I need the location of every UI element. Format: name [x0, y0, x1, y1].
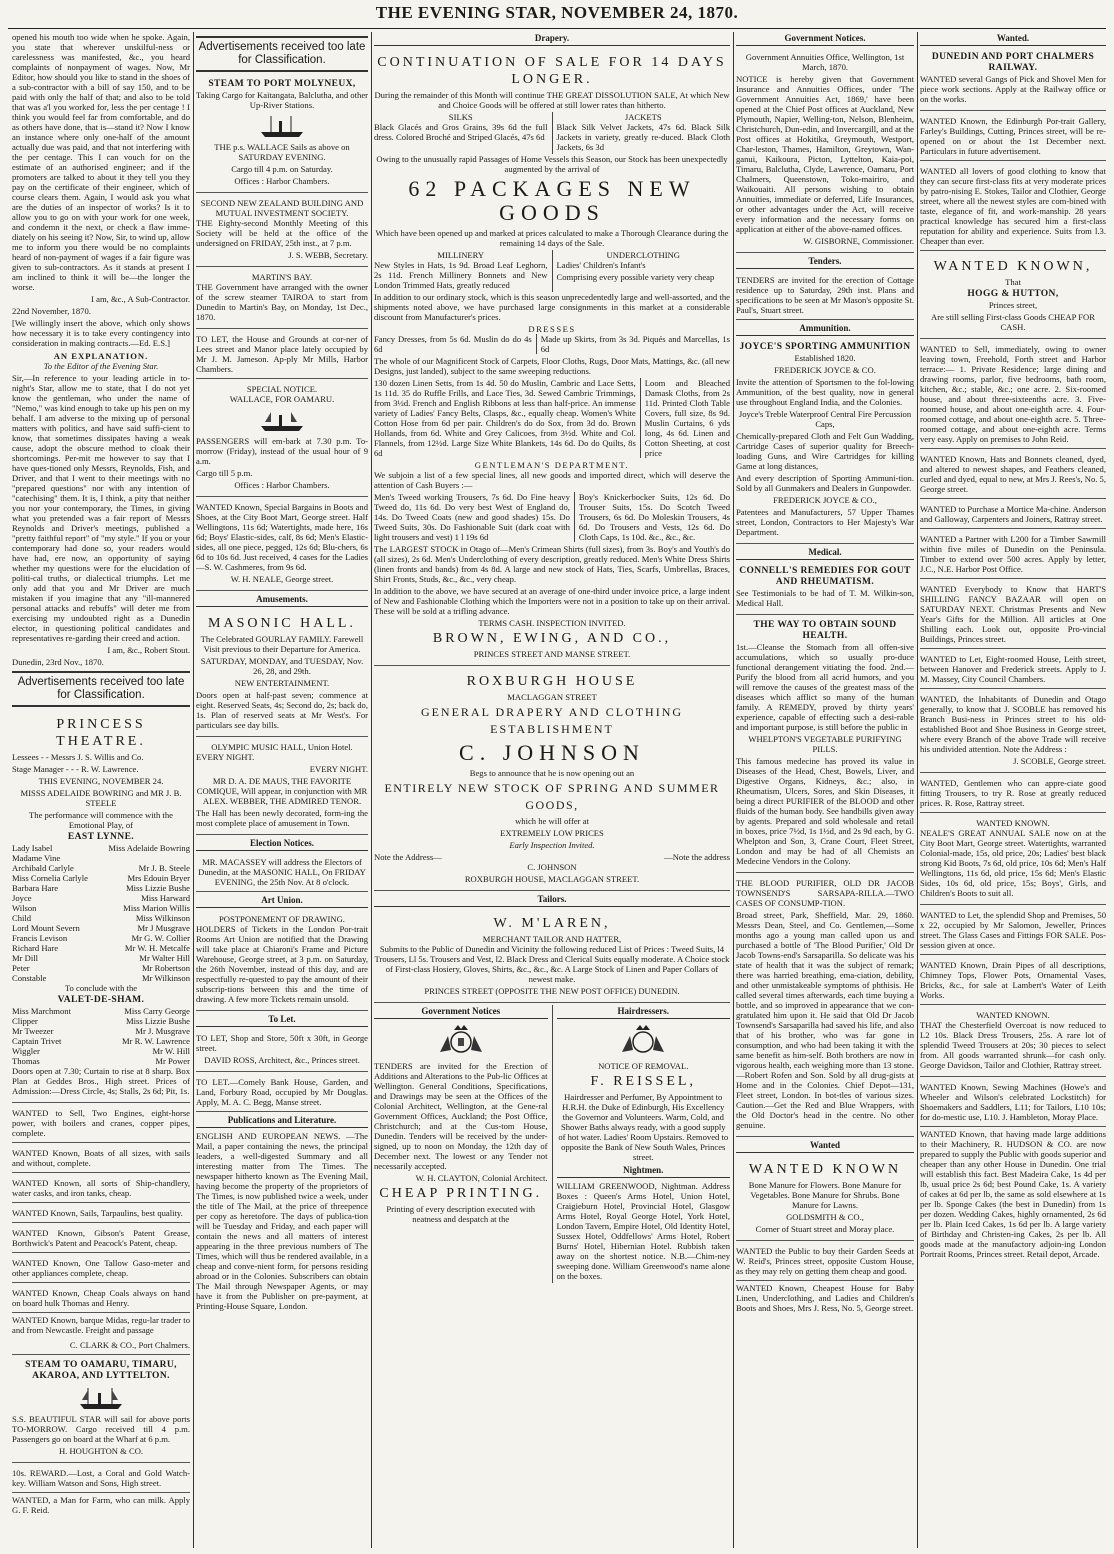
drapery-heading: Drapery. — [374, 32, 730, 46]
goldsmith-name: GOLDSMITH & CO., — [786, 1212, 864, 1222]
packages-body: Which have been opened up and marked at prices calculated to make a Thorough Clearance during the remaining 14 days of the Sale. — [375, 228, 729, 248]
garden-seeds-ad: WANTED the Public to buy their Garden Seeds at W. Reid's, Princes street, opposite Custom House, as they may rely on getting them cheap and good. — [736, 1243, 914, 1281]
column-3 — [374, 32, 730, 1548]
mclaren-ad — [374, 910, 730, 1003]
gents-left: Men's Tweed working Trousers, 7s 6d. Do Fine heavy Tweed do, 11s 6d. Do very best West of England do, 14s. Do Tweed Coats (new and good shades) 15s. Do Tweed Suits, 30s. Do Fashionable Suit (dark coat with light trousers and vest) 1 l 19s 6d — [374, 492, 570, 542]
way-title: THE WAY TO OBTAIN SOUND HEALTH. — [753, 620, 897, 641]
splendid-shop-ad: WANTED to Let, the splendid Shop and Premises, 50 x 22, occupied by Mr Salomon, Jeweller, Princes street. The Glass Cases and Fittings FOR SALE. Pos-session given at once. — [920, 907, 1106, 955]
under-mid: Ladies' Children's Infant's — [556, 260, 646, 270]
explanation-to: To the Editor of the Evening Star. — [43, 361, 159, 371]
martin-title: MARTIN'S BAY. — [251, 272, 313, 282]
wanted-ad: WANTED Known, all sorts of Ship-chandlery, water casks, and iron tanks, cheap. — [12, 1175, 190, 1203]
column-rule — [917, 32, 918, 1548]
explanation-title: AN EXPLANATION. — [53, 351, 149, 361]
terms: TERMS CASH. INSPECTION INVITED. — [478, 618, 626, 628]
cast-row: Miss Marchmont Miss Carry George — [12, 1006, 190, 1016]
roxburgh-house-ad — [374, 668, 730, 891]
comely-bank-ad: TO LET.—Comely Bank House, Garden, and Land, Forbury Road, occupied by Mr Douglas. Apply, M. A. C. Begg, Manse street. — [196, 1074, 368, 1112]
sale-intro: During the remainder of this Month will continue THE GREAT DISSOLUTION SALE, At which New and Choice Goods will be offered at still lower rates than hitherto. — [374, 90, 730, 110]
nightmen-heading: Nightmen. — [557, 1164, 731, 1178]
dissolution-sale-ad — [374, 49, 730, 666]
wanted-ad: WANTED Known, One Tallow Gaso-meter and other appliances complete, cheap. — [12, 1255, 190, 1283]
steam-oamaru-ad — [12, 1357, 190, 1463]
hogg-that: That — [1005, 277, 1021, 287]
tenders-heading: Tenders. — [736, 255, 914, 269]
bazaar-ad: WANTED Everybody to Know that HART'S SHILLING FANCY BAZAAR will open on SATURDAY NEXT. Christmas Presents and New Year's Gifts for the Million. All articles at One Shilling each. Look out, opposite Pro-vincial Buildings, Princes street. — [920, 581, 1106, 649]
brown-ewing: BROWN, EWING, AND CO., — [432, 631, 672, 646]
princess-title: PRINCESS THEATRE. — [56, 717, 146, 749]
joyce-caps: Joyce's Treble Waterproof Central Fire Percussion Caps, — [738, 409, 912, 429]
blood-body: Broad street, Park, Sheffield, Mar. 29, 1860. Messrs Dean, Steel, and Co. Gentlemen,—Some months ago a young man called upon us and purchased a bottle of 'The Blood Purifier,' Old Dr Jacob Towns-end's Sarsaparilla. So delicate was his state of health that it was the subject of remark; there was harried breathing, ema-ciation, debility, and other unmistakeable symptoms of phthisis. He called several times afterwards, each time buying a bottle, and so improved in appearance that we con-gratulated him upon it. He said that Old Dr Jacob Townsend's Sarsaparilla had saved his life, and also that of his brother, who was far gone in consumption, and who had been taking it with the same benefit as him-self. Both brothers are now in vigorous health, each weighing more than 13 stone.—Robert Rofen and Son. Sold by all drug-gists at Home and in the Colonies. Chief Depot—131, Fleet street, London. In bot-tles of various sizes. Caution.—Get the Red and Blue Wrappers, with the Old Doctor's head in the centre. No other genuine. — [736, 910, 914, 1130]
cast-row: Archibald Carlyle Mr J. B. Steele — [12, 863, 190, 873]
reissel-name: F. REISSEL, — [590, 1074, 696, 1089]
joyce-established: Established 1820. — [794, 353, 856, 363]
shop-store-ad — [196, 1030, 368, 1072]
mclaren-sub: MERCHANT TAILOR AND HATTER, — [482, 934, 622, 944]
dresses-right: Made up Skirts, from 3s 3d. Piqués and Marcellas, 1s 6d — [536, 334, 730, 354]
bottom-split — [374, 1005, 730, 1283]
linens-left: 130 dozen Linen Setts, from 1s 4d. 50 do Muslin, Cambric and Lace Setts, 1s 11d. 35 do Ruffle Frills, and Lace Ties, 3d. Sewed Cambric Trimmings, from 3½d. French and English Ribbons at less than half-price. An immense variety of Ladies' Fancy Belts, Clasps, &c., equally cheap. Women's White Cotton Hose from 6d per pair. Children's do do Sox, from 3d do. Brown Hollands, from 6d. White and Grey Calicoes, from 3½d. White and Col. Flannels, from 12½d. Large Size White Blankets, 14s 6d. Do do Quilts, 8s 6d — [374, 378, 636, 458]
masonic-hall-ad — [196, 610, 368, 737]
reissel-body: Hairdresser and Perfumer, By Appointment to H.R.H. the Duke of Edinburgh, His Excellency the Governor and Volunteers. Warm, Cold, and Shower Baths always ready, with a good supply of hot water. Ladies' Room Upstairs. Removed to opposite the Bank of New South Wales, Princes street. — [558, 1092, 729, 1162]
stock-body: In addition to our ordinary stock, which is this season unprecedentedly large and well-assorted, and the shipments noted above, we have purchased large consignments in this market at a considerable discount from Manufacturer's prices. — [374, 292, 730, 322]
wanted-ad: WANTED Known, Gibson's Patent Grease, Borthwick's Patent and Peacock's Patent, cheap. — [12, 1225, 190, 1253]
blood-purifier-ad — [736, 875, 914, 1137]
masonic-body: The Celebrated GOURLAY FAMILY. Farewell Visit previous to their Departure for America. — [200, 634, 364, 654]
hogg-title: WANTED KNOWN, — [933, 259, 1093, 274]
partner-ad: WANTED a Partner with L200 for a Timber Sawmill within five miles of Dunedin on the Peninsula. Timber to extend over 500 acres. Apply by letter, J.C., N.E. Harbor Post Office. — [920, 531, 1106, 579]
to-let-house-ad: TO LET, the House and Grounds at cor-ner of Lees street and Manor place lately occupied by Mr J. M. Jameson. Ap-ply Mr Mills, Harbor Chambers. — [196, 331, 368, 379]
column-4 — [736, 32, 914, 1548]
steamship-icon — [78, 1384, 124, 1412]
note-address-left: Note the Address— — [374, 852, 442, 862]
princess-farce: VALET-DE-SHAM. — [57, 995, 145, 1005]
sound-health-ad — [736, 617, 914, 873]
under-heading: UNDERCLOTHING — [606, 250, 681, 260]
building-society-ad — [196, 195, 368, 267]
steam-oamaru-title: STEAM TO OAMARU, TIMARU, AKAROA, AND LYTTELTON. — [25, 1360, 177, 1381]
johnson-signature: C. JOHNSON — [527, 862, 577, 872]
wanted-farm-ad: WANTED, a Man for Farm, who can milk. Apply G. F. Reid. — [12, 1495, 190, 1515]
millinery-under — [374, 250, 730, 292]
shop-store-signature: DAVID ROSS, Architect, &c., Princes street. — [204, 1055, 360, 1065]
masonic-dates: SATURDAY, MONDAY, and TUESDAY, Nov. 26, 28, and 29th. — [200, 656, 364, 676]
to-let-heading: To Let. — [196, 1013, 368, 1027]
steamship-icon — [259, 112, 305, 140]
connell-title: CONNELL'S REMEDIES FOR GOUT AND RHEUMATISM. — [739, 566, 911, 587]
shop-store-body: TO LET, Shop and Store, 50ft x 30ft, in George street. — [196, 1033, 368, 1053]
tenders-body: TENDERS are invited for the erection of Cottage residence up to Saturday, 29th inst. Plans and specifications to be seen at Mr Mason's opposite St. Paul's, Stuart street. — [736, 272, 914, 320]
steam-oamaru-body: S.S. BEAUTIFUL STAR will sail for above ports TO-MORROW. Cargo received till 4 p.m. Passengers go on board at the Wharf at 6 p.m. — [12, 1414, 190, 1444]
under-body: Comprising every possible variety very cheap — [556, 272, 715, 282]
cast-row: Richard Hare Mr W. H. Metcalfe — [12, 943, 190, 953]
goldsmith-address: Corner of Stuart street and Moray place. — [755, 1224, 895, 1234]
note-address-right: —Note the address — [664, 852, 730, 862]
masonic-title: MASONIC HALL. — [208, 616, 356, 631]
bottom-right — [552, 1005, 731, 1283]
gov-notices-heading: Government Notices. — [736, 32, 914, 46]
bargains-body: WANTED Known, Special Bargains in Boots and Shoes, at the City Boot Mart, George street. Half Wellingtons, 11s 6d; Watertights, made here, 16s 6d; Boys' Elastic-sides, calf, 8s 6d; Men's Elastic-sides, all one piece, pegged, 12s 6d; Blu-chers, 6s 6d to 10s 6d. Just received, 4 cases for the Ladies—S. W. Cashmeres, from 9s 6d. — [196, 502, 368, 572]
molyneux-ad — [196, 76, 368, 193]
joyce-firm: FREDERICK JOYCE & CO. — [774, 365, 876, 375]
editor-note: [We willingly insert the above, which only shows how necessary it is to take every contingency into consideration in making contracts.—Ed. E.S.] — [12, 318, 190, 348]
trousers-ad: WANTED, Gentlemen who can appre-ciate good fitting Trousers, to try R. Rose at greatly reduced prices. R. Rose, Rattray street. — [920, 775, 1106, 813]
cast-list — [12, 843, 190, 983]
manure-list: Bone Manure for Flowers. Bone Manure for Vegetables. Bone Manure for Shrubs. Bone Manure for Lawns. — [748, 1180, 902, 1210]
olympic-title: OLYMPIC MUSIC HALL, Union Hotel. — [211, 742, 353, 752]
cast-row: Thomas Mr Power — [12, 1056, 190, 1066]
entirely-new: ENTIRELY NEW STOCK OF SPRING AND SUMMER GOODS, — [384, 781, 720, 812]
hogg-name: HOGG & HUTTON, — [967, 289, 1059, 299]
building-signature: J. S. WEBB, Secretary. — [288, 250, 368, 260]
mclaren-address: PRINCES STREET (OPPOSITE THE NEW POST OFFICE) DUNEDIN. — [424, 986, 680, 996]
joyce-firm-2: FREDERICK JOYCE & CO., — [773, 495, 877, 505]
european-news-ad: ENGLISH AND EUROPEAN NEWS. —The Mail, a paper containing the news, the principal leaders, a well-digested Summary and all interesting matter from The Times. The newspaper hitherto known as The Evening Mail, having become the property of the proprietors of The Times, is now published twice a week, under the title of The Mail, at the price of threepence per copy as heretofore. The days of publica-tion will be Tuesday and Friday, and each paper will contain the news and all matters of interest appearing in the three previous numbers of The Times, which will thus be rendered available, in a cheap and conve-nient form, for persons residing abroad or in the Colonies. Subscribers can obtain The Mail through Newspaper Agents, or may have it from the Publisher on pre-payment, at Printing-House Square, London. — [196, 1131, 368, 1311]
royal-crest-icon — [618, 1022, 668, 1058]
princess-lessees: Lessees - - Messrs J. S. Willis and Co. — [12, 752, 144, 762]
hudson-ad: WANTED Known, that having made large additions to their Machinery, R. HUDSON & CO. are now prepared to supply the Public with goods superior and cheaper than any other House in Dunedin. One trial will establish this fact. Best Madeira Cake, 1s 4d per lb, usual price 2s 6d; best Pound Cake, 1s. A variety of cakes at 6d per lb, the same as sold elsewhere at 1s per lb. Sponge Cakes (the best in Dunedin) from 1s per dozen. Wedding Cakes, highly ornamented, 2s 6d per lb. Plain Iced Cakes, 1s 6d per lb. A large variety of Birthday and Christen-ing Cakes, 2s per lb. All goods made at the manufactory adjoin-ing London Portrait Rooms, Princes street. Retail depot, Arcade. — [920, 1129, 1106, 1259]
gents-intro: We subjoin a list of a few special lines, all new goods and imported direct, which will deserve the attention of Cash Buyers :— — [374, 470, 730, 490]
underclothing-block — [552, 250, 731, 292]
letter-date: 22nd November, 1870. — [12, 306, 91, 316]
annuities-body: NOTICE is hereby given that Government Insurance and Annuities Offices, under 'The Government Annuities Act, 1869,' have been opened at the Chief Post offices at Auckland, New Plymouth, Napier, Welling-ton, Nelson, Blenheim, Christchurch, Dun-edin, and Invercargill, and at the Post offices at Hokitika, Greymouth, Westport, Char-leston, Thames, Hamilton, Greytown, Wan-ganui, Kaikoura, Picton, Lyttelton, Kaia-poi, Timaru, Balclutha, Clyde, Lawrence, Oamaru, Port Chalmers, Queenstown, Toko-mairiro, and Waikouaiti. All persons wishing to obtain Annuities, immediate or deferred, Life Insurances, or other advantages under the Act, will receive every information and the necessary forms on application at either of the above-named offices. — [736, 74, 914, 234]
early-inspection: Early Inspection Invited. — [509, 840, 595, 850]
neale-body: NEALE'S GREAT ANNUAL SALE now on at the City Boot Mart, George street. Watertights, warranted Colonial-made, 15s, old price, 20s; Ladies' best black strong Kid Boots, 7s 6d, old price, 10s 6d; Men's Half Wellingtons, 11s 6d, old price, 15s 6d; Men's Elastic Sides, 10s 6d, old price, 15s; Boys', Girls, and Children's Boots to suit all. — [920, 828, 1106, 898]
portrait-gallery-ad: WANTED Known, the Edinburgh Por-trait Gallery, Farley's Buildings, Cutting, Princes street, will be re-opened on or about the 1st December next. Particulars in future advertisement. — [920, 113, 1106, 161]
jackets-body: Black Silk Velvet Jackets, 47s 6d. Black Silk Jackets in variety, greatly re-duced. Black Cloth Jackets, 6s 3d — [556, 122, 730, 152]
sell-freehold-ad: WANTED to Sell, immediately, owing to owner leaving town, Freehold, Forth street and Harbor terrace:— 1. Private Residence; large dining and drawing rooms, parlor, five bedrooms, bath room, kitchen, &c.; stable, &c.; one acre. 2. Six-roomed house, and about three-sixteenths acre. 3. Five-roomed house, and about one-eighth acre. 4. Four-roomed cottage, and about one-eighth acre. 5. Three-roomed cottage, and about one-eighth acre. Terms very easy. Apply on premises to John Reid. — [920, 341, 1106, 449]
eight-room-house-ad: WANTED to Let, Eight-roomed House, Leith street, between Hanover and Frederick streets. Apply to J. M. Massey, City Council Chambers. — [920, 651, 1106, 689]
column-5 — [920, 32, 1106, 1548]
wanted-ad: WANTED Known, Boats of all sizes, with sails and without, complete. — [12, 1145, 190, 1173]
bargains-signature: W. H. NEALE, George street. — [230, 574, 334, 584]
silks-body: Black Glacés and Gros Grains, 39s 6d the full dress. Colored Broché and Striped Glacés, 47s 6d — [374, 122, 548, 142]
annuities-header: Government Annuities Office, Wellington, 1st March, 1870. — [745, 52, 905, 72]
gents-heading: GENTLEMAN'S DEPARTMENT. — [474, 460, 630, 470]
gov-notices-heading: Government Notices — [374, 1005, 548, 1019]
cast-row: Francis Levison Mr G. W. Collier — [12, 933, 190, 943]
maclaggan-street: MACLAGGAN STREET — [507, 692, 597, 702]
column-2 — [196, 32, 368, 1548]
cast-row: Wiggler Mr W. Hill — [12, 1046, 190, 1056]
clark-signature: C. CLARK & CO., Port Chalmers. — [12, 1337, 190, 1355]
joyce-body: Invite the attention of Sportsmen to the fol-lowing Ammunition, of the best quality, now in general use throughout England India, and the Colonies. — [736, 377, 914, 407]
cheap-printing: CHEAP PRINTING. — [379, 1186, 543, 1201]
gents-block — [374, 492, 730, 544]
princess-doors: Doors open at 7.30; Curtain to rise at 8 sharp. Box Plan at Geddes Bros., High street. Prices of Admission:—Dress Circle, 4s; Stalls, 2s 6d; Pit, 1s. — [12, 1066, 190, 1096]
whelpton-title: WHELPTON'S VEGETABLE PURIFYING PILLS. — [748, 734, 902, 754]
clothing-ad: WANTED all lovers of good clothing to know that they can secure first-class fits at very moderate prices by patro-nising E. Stokes, Tailor and Clothier, George street, where all the newest styles are com-bined with taste, elegance of fit, and work-manship. 28 years practical knowledge has secured him a first-class reputation for ability and experience. Suits from l.3. Cheaper than ever. — [920, 163, 1106, 251]
general-drapery: GENERAL DRAPERY AND CLOTHING ESTABLISHMENT — [420, 705, 684, 736]
molyneux-sub: Taking Cargo for Kaitangata, Balclutha, and other Up-River Stations. — [196, 90, 368, 110]
princess-evening: THIS EVENING, NOVEMBER 24. — [38, 776, 164, 786]
connell-ad — [736, 563, 914, 615]
way-body: 1st.—Cleanse the Stomach from all offen-sive accumulations, which so usually pro-duce functional derangement vitiating the food. 2nd.—Purify the blood from all acrid humors, and you will remove the causes of the greatest mass of the diseases which afflict so many of the human family. A REMEDY, proved by thirty years' experience, capable of effecting such a desi-rable and important purpose, is still before the public in — [736, 642, 914, 732]
joyce-every: And every description of Sporting Ammuni-tion. Sold by all Gunmakers and Dealers in Gunpowder. — [736, 473, 914, 493]
hats-bonnets-ad: WANTED Known, Hats and Bonnets cleaned, dyed, and altered to newest shapes, and Feathers cleaned, curled and dyed, equal to new, at Mrs J. Rees's, No. 5, George street. — [920, 451, 1106, 499]
gents-right: Boy's Knickerbocker Suits, 12s 6d. Do Trouser Suits, 15s. Do Scotch Tweed Trousers, 6s 6d. Do Moleskin Trousers, 4s 6d. Do Trousers and Vests, 12s 6d. Do Cloth Caps, 1s 10d. &c., &c., &c. — [574, 492, 730, 542]
wanted-ad: WANTED to Sell, Two Engines, eight-horse power, with boilers and cranes, copper pipes, complete. — [12, 1105, 190, 1143]
princess-stars: MISSS ADELAIDE BOWRING and MR J. B. STEELE — [20, 788, 182, 808]
joyce-patent: Patentees and Manufacturers, 57 Upper Thames street, London, Contractors to Her Majesty's War Department. — [736, 507, 914, 537]
brown-address: PRINCES STREET AND MANSE STREET. — [473, 649, 631, 659]
silks-block — [374, 112, 548, 154]
jackets-heading: JACKETS — [624, 112, 662, 122]
wanted-ad: WANTED Known, Sails, Tarpaulins, best quality. — [12, 1205, 190, 1223]
removal-title: NOTICE OF REMOVAL. — [598, 1061, 689, 1071]
late-ads-heading: Advertisements received too late for Classification. — [196, 36, 368, 72]
joyce-ad — [736, 339, 914, 544]
masonic-new: NEW ENTERTAINMENT. — [234, 678, 330, 688]
macassey-ad: MR. MACASSEY will address the Electors of Dunedin, at the MASONIC HALL, On FRIDAY EVENING, the 25th Nov. At 8 o'clock. — [196, 854, 368, 892]
greenwood-body: WILLIAM GREENWOOD, Nightman. Address Boxes : Queen's Arms Hotel, Union Hotel, Craigieburn Hotel, Provincial Hotel, Glasgow Arms Hotel, Royal George Hotel, York Hotel, London Tavern, Empire Hotel, Old Identity Hotel, Sussex Hotel, Oddfellows' Arms Hotel, Robert Burns' Hotel, Hibernian Hotel. Rubbish taken away on the shortest notice. N.B.—Chim-ney sweeping done. William Greenwood's name alone on the boxes. — [556, 1181, 730, 1281]
building-body: THE Eighty-second Monthly Meeting of this Society will be held at the office of the undersigned on FRIDAY, 25th inst., at 7 p.m. — [196, 218, 368, 248]
millinery-body: New Styles in Hats, 1s 9d. Broad Leaf Leghorn, 2s 11d. French Millinery Bonnets and New London Trimmed Hats, greatly reduced — [374, 260, 548, 290]
cast-row: Mr Dill Mr Walter Hill — [12, 953, 190, 963]
olympic-body: MR D. A. DE MAUS, THE FAVORITE COMIQUE, Will appear, in conjunction with MR ALEX. WEBBER, THE ADMIRED TENOR. — [196, 776, 368, 806]
building-title: SECOND NEW ZEALAND BUILDING AND MUTUAL INVESTMENT SOCIETY. — [200, 198, 364, 218]
joyce-wads: Chemically-prepared Cloth and Felt Gun Wadding, Cartridge Cases of superior quality for Breech-loading Guns, and Wire Cartridges for killing Game at long distances, — [736, 431, 914, 471]
letter-signature: I am, &c., A Sub-Contractor. — [91, 294, 190, 304]
hogg-address: Princes street, — [988, 300, 1038, 310]
postponement-ad — [196, 911, 368, 1011]
cast-row: Clipper Miss Lizzie Bushe — [12, 1016, 190, 1026]
special-body: PASSENGERS will em-bark at 7.30 p.m. To-morrow (Friday), instead of the usual hour of 9 a.m. — [196, 436, 368, 466]
postpone-body: HOLDERS of Tickets in the London Por-trait Rooms Art Union are notified that the Drawing will take place at Chiaroni's Frame and Picture Warehouse, George street, at 3 p.m. on Saturday, the 26th November, instead of this day, and are respectfully re-quested to pay the amount of their subscrip-tions between this and the time of drawing. A few more Tickets remain unsold. — [196, 924, 368, 1004]
railway-title: DUNEDIN AND PORT CHALMERS RAILWAY. — [931, 52, 1095, 73]
overcoat-title: WANTED KNOWN. — [976, 1010, 1050, 1020]
explanation-date: Dunedin, 23rd Nov., 1870. — [12, 657, 104, 667]
bottom-left — [374, 1005, 548, 1283]
olympic-hall: The Hall has been newly decorated, form-ing the most complete place of amusement in Town. — [196, 808, 368, 828]
masthead: THE EVENING STAR, NOVEMBER 24, 1870. — [375, 3, 739, 22]
martins-bay-ad — [196, 269, 368, 329]
railway-ad — [920, 49, 1106, 111]
princess-play: EAST LYNNE. — [67, 832, 135, 842]
princess-performance: The performance will commence with the Emotional Play, of — [29, 810, 173, 830]
amusements-heading: Amusements. — [196, 593, 368, 607]
cast-row: Child Miss Wilkinson — [12, 913, 190, 923]
cast-row: Lady Isabel Miss Adelaide Bowring — [12, 843, 190, 853]
medical-heading: Medical. — [736, 546, 914, 560]
linens-block — [374, 378, 730, 460]
special-sub: WALLACE, FOR OAMARU. — [229, 394, 335, 404]
wallace-office: Offices : Harbor Chambers. — [234, 176, 330, 186]
wanted-heading: Wanted. — [920, 32, 1106, 46]
cast-list-2 — [12, 1006, 190, 1066]
late-ads-heading: Advertisements received too late for Classification. — [12, 671, 190, 707]
postpone-title: POSTPONEMENT OF DRAWING. — [219, 914, 345, 924]
olympic-every-2: EVERY NIGHT. — [309, 764, 368, 774]
dresses-left: Fancy Dresses, from 5s 6d. Muslin do do 4s 6d — [374, 334, 532, 354]
hairdressers-heading: Hairdressers. — [557, 1005, 731, 1019]
olympic-every: EVERY NIGHT. — [196, 752, 255, 762]
sewing-machines-ad: WANTED Known, Sewing Machines (Howe's and Wheeler and Wilson's celebrated Lockstitch) for Shoemakers and Saddlers, L11; for Tailors, L10 10s; for do-mestic use, L10. J. Hambleton, Moray Place. — [920, 1079, 1106, 1127]
special-office: Offices : Harbor Chambers. — [234, 480, 330, 490]
column-rule — [733, 32, 734, 1548]
cast-row: Mr Tweezer Mr J. Musgrave — [12, 1026, 190, 1036]
princess-manager: Stage Manager - - - R. W. Lawrence. — [12, 764, 139, 774]
reward-ad: 10s. REWARD.—Lost, a Coral and Gold Watch-key. William Watson and Sons, High street. — [12, 1465, 190, 1493]
wanted-heading: Wanted — [736, 1139, 914, 1153]
cast-row: Wilson Miss Marion Willis — [12, 903, 190, 913]
johnson-name: C. JOHNSON — [459, 740, 645, 765]
dresses-heading: DRESSES — [528, 324, 576, 334]
princess-theatre-ad — [12, 711, 190, 1103]
wanted-known-title: WANTED KNOWN — [748, 1162, 902, 1177]
jackets-block — [552, 112, 731, 154]
annuities-signature: W. GISBORNE, Commissioner. — [803, 236, 914, 246]
special-notice-ad — [196, 381, 368, 497]
princess-conclude: To conclude with the — [64, 983, 138, 993]
annuities-ad — [736, 49, 914, 253]
cast-row: Peter Mr Robertson — [12, 963, 190, 973]
cast-row: Lord Mount Severn Mr J Musgrave — [12, 923, 190, 933]
johnson-body: Begs to announce that he is now opening out an — [469, 768, 635, 778]
molyneux-title: STEAM TO PORT MOLYNEUX, — [208, 79, 356, 89]
cast-row: Miss Cornelia Carlyle Mrs Edouin Bryer — [12, 873, 190, 883]
wanted-ad: WANTED Known, barque Midas, regu-lar trader to and from Newcastle. Freight and passage — [12, 1315, 190, 1335]
ammunition-heading: Ammunition. — [736, 322, 914, 336]
mclaren-body: Submits to the Public of Dunedin and Vicinity the following reduced List of Prices : Tweed Suits, l4 Trousers, Ll 5s. Trousers and Vest, l2. Black Dress and Clerical Suits equally moderate. A Choice stock of First-class Hosiery, Gloves, Shirts, &c., &c., &c. A Large Stock of Linen and Paper Collars of newest make. — [374, 944, 730, 984]
cheapest-house-ad: WANTED Known, Cheapest House for Baby Linen, Underclothing, and Ladies and Children's Boots and Shoes, Mrs J. Ress, No. 5, George street. — [736, 1283, 914, 1313]
note-address-row — [374, 852, 730, 862]
offer: which he will offer at — [515, 816, 589, 826]
cast-row: Barbara Hare Miss Lizzie Bushe — [12, 883, 190, 893]
publications-heading: Publications and Literature. — [196, 1114, 368, 1128]
neale-title: WANTED KNOWN. — [976, 818, 1050, 828]
owing-body: Owing to the unusually rapid Passages of Home Vessels this Season, our Stock has been unexpectedly augmented by the arrival of — [376, 154, 728, 174]
whelpton-body: This famous medecine has proved its value in Diseases of the Head, Chest, Bowels, Liver, and Digestive Organs, Kidneys, &c.; also, in Rheumatism, Ulcers, Sores, and Skin Diseases, it being a direct PURIFIER of the BLOOD and other fluids of the human body. See handbills given away by agents. Prepared and sold wholesale and retail in boxes, price 7½d, 1s 1½d, and 2s 9d each, by G. Whelpton and Son, 3, Crane Court, Fleet Street, London and may be had of all Chemists an Medecine Vendors in the Colony. — [736, 756, 914, 866]
dresses-block — [374, 334, 730, 356]
mortice-ad: WANTED to Purchase a Mortice Ma-chine. Anderson and Galloway, Carpenters and Joiners, Rattray street. — [920, 501, 1106, 529]
scoble-ad — [920, 691, 1106, 773]
royal-crest-icon — [436, 1022, 486, 1058]
silks-jackets — [374, 112, 730, 154]
neale-ad — [920, 815, 1106, 905]
railway-body: WANTED several Gangs of Pick and Shovel Men for piece work sections. Apply at the Railway office or on the works. — [920, 74, 1106, 104]
cast-row: Madame Vine — [12, 853, 61, 863]
mclaren-name: W. M'LAREN, — [493, 916, 611, 931]
masthead-rule — [8, 28, 1106, 29]
bargains-ad — [196, 499, 368, 591]
scoble-body: WANTED, the Inhabitants of Dunedin and Otago generally, to know that J. SCOBLE has removed his Branch Busi-ness in Princes street to his old-established Boot and Shoe Business in George street, where every Branch of the above Trade will receive his undivided attention. Note the Address : — [920, 694, 1106, 754]
cast-row: Joyce Miss Harward — [12, 893, 190, 903]
roxburgh-address: ROXBURGH HOUSE, MACLAGGAN STREET. — [464, 874, 640, 884]
cast-row: Captain Trivet Mr R. W. Lawrence — [12, 1036, 190, 1046]
roxburgh-title: ROXBURGH HOUSE — [466, 674, 638, 689]
scoble-signature: J. SCOBLE, George street. — [1013, 756, 1106, 766]
election-heading: Election Notices. — [196, 837, 368, 851]
explanation-signature: I am, &c., Robert Stout. — [107, 645, 190, 655]
column-1 — [12, 32, 190, 1548]
joyce-title: JOYCE'S SPORTING AMMUNITION — [739, 342, 911, 352]
column-rule — [371, 32, 372, 1548]
wallace-body: THE p.s. WALLACE Sails as above on SATURDAY EVENING. — [214, 142, 350, 162]
wanted-ad: WANTED Known, Cheap Coals always on hand on board hulk Thomas and Henry. — [12, 1285, 190, 1313]
houghton-signature: H. HOUGHTON & CO. — [58, 1446, 144, 1456]
steamship-icon — [259, 406, 305, 434]
millinery-block — [374, 250, 548, 292]
overcoat-body: THAT the Chesterfield Overcoat is now reduced to L2 10s. Black Dress Trousers, 25s. A rare lot of splendid Tweed Trousers at 20s; 30 pieces to select from. All goods warranted shrunk—for cash only. George Davidson, Tailor and Clothier, Rattray street. — [920, 1020, 1106, 1070]
millinery-heading: MILLINERY — [437, 250, 485, 260]
bone-manure-ad — [736, 1156, 914, 1241]
cast-row: Constable Mr Wilkinson — [12, 973, 190, 983]
martin-body: THE Government have arranged with the owner of the screw steamer TAIROA to start from Dunedin to Martin's Bay, on Monday, 1st Dec., 1870. — [196, 282, 368, 322]
tailors-heading: Tailors. — [374, 893, 730, 907]
carpets-body: The whole of our Magnificent Stock of Carpets, Floor Cloths, Rugs, Door Mats, Mattings, &c. (all new Designs, just landed), subject to the same sweeping reductions. — [374, 356, 730, 376]
column-rule — [193, 32, 194, 1548]
blood-title: THE BLOOD PURIFIER, OLD DR JACOB TOWNSEND'S SARSAPA-RILLA.—TWO CASES OF CONSUMP-TION. — [736, 878, 914, 908]
gov-signature: W. H. CLAYTON, Colonial Architect. — [415, 1173, 548, 1183]
wanted-ads-list — [12, 1105, 190, 1355]
silks-heading: SILKS — [448, 112, 473, 122]
wallace-cargo: Cargo till 4 p.m. on Saturday. — [231, 164, 333, 174]
art-union-heading: Art Union. — [196, 894, 368, 908]
explanation-body: Sir,—In reference to your leading article in to-night's Star, allow me to state, that I do not yet know the gentleman, who under the name of "Nemo," was kind enough to take up his pen on my behalf. I am adverse to the mixing up of personal matters with politics, and have said suffi-cient to know, that sometimes dissipates having a weak cause, adopt the obscure method to cloak their shortcomings. Per-mit me however to say that I have ques-tioned only Messrs, Reynolds, Fish, and Driver, and that I went to their meetings with no "prepared questions" nor with any intention of "catechising" them. It is, I think, a pity that neither you nor your contemporary, the Times, in giving what you pretended was a fair report of Messrs Reynolds and Driver's meetings, published a "pretty faithful report" of "my style." If you or your contemporary had done so, your readers would have had, ere now, an opportunity of saying whether my questions were for the elucidation of politi-cal truths, or dialectical triumphs. Let me only add that you and Mr Driver are much mistaken if you imagine that any "ill-mannered personal attacks and rebuffs" will deter me from exercising my undoubted right as a Dunedin elector, in questioning political candidates and representatives re-garding their creed and action. — [12, 373, 190, 643]
low-prices: EXTREMELY LOW PRICES — [500, 828, 604, 838]
special-cargo: Cargo till 5 p.m. — [196, 468, 253, 478]
masonic-doors: Doors open at half-past seven; commence at eight. Reserved Seats, 4s; Second do, 2s; back do, 1s. Plan of reserved seats at Mr West's. For particulars see day bills. — [196, 690, 368, 730]
hogg-hutton-ad — [920, 253, 1106, 339]
special-title: SPECIAL NOTICE. — [246, 384, 318, 394]
olympic-ad — [196, 739, 368, 835]
hogg-body: Are still selling First-class Goods CHEAP FOR CASH. — [931, 312, 1095, 332]
overcoat-ad — [920, 1007, 1106, 1077]
gov-tenders-body: TENDERS are invited for the Erection of Additions and Alterations to the Pub-lic Offices at Wellington. General Conditions, Specifications, and Drawings may be seen at the Offices of the Colonial Architect, Wellington, at the Gene-ral Government Offices, Auckland; the Post Office, Christchurch; and at the Cus-tom House, Dunedin. Tenders will be received by the under-signed, up to noon on Monday, the 12th day of December next. The lowest or any Tender not necessarily accepted. — [374, 1061, 548, 1171]
packages-headline: 62 PACKAGES NEW GOODS — [408, 176, 696, 225]
sale-title: CONTINUATION OF SALE FOR 14 DAYS LONGER. — [377, 55, 727, 87]
largest-stock: The LARGEST STOCK in Otago of—Men's Crimean Shirts (full sizes), from 3s. Boy's and Youth's do (all sizes), 2s 6d. Men's Underclothing of every description, greatly reduced. Men's White Dress Shirts (linen fronts and bands) from 4s 8d. A large and new stock of Hats, Ties, Scarfs, Umbrellas, Braces, Shirt Fronts, Studs, &c., &c., very cheap. — [374, 544, 730, 584]
invoice-body: In addition to the above, we have secured at an average of one-third under invoice price, a large indent of New and Fashionable Clothing which the Importers were not in a position to take up on their arrival. These will be sold at a trifling advance. — [374, 586, 730, 616]
drain-pipes-ad: WANTED Known, Drain Pipes of all descriptions, Chimney Tops, Flower Pots, Ornamental Vases, Bricks, &c., for sale at Lambert's Water of Leith Works. — [920, 957, 1106, 1005]
linens-right: Loom and Bleached Damask Cloths, from 2s 11d. Printed Cloth Table Covers, full size, 8s 9d. Muslin Curtains, 6 yds long, 4s 6d. Linen and Cotton Sheeting, at cost price — [640, 378, 730, 458]
letter-body: opened his mouth too wide when he spoke. Again, you state that wherever unskilful-ness or carelessness was manifested, &c., you heard complaints of nonpayment of wages. Now, Mr Editor, how should you like to stand in the shoes of a sub-contractor with a bill of say 150, and to be paid with only the half of that; and also to be told that was a'l you worked for, less the per centage ! I think you would feel far from comfortable, and do as others have done, that is—stand it? Now I know an instance where only one-half of the amount actually due was paid, and that not interfering with the per centage. This I can vouch for on the estimate of an authorised engineer; and if the promoters are talked to about it they tell you they pay on the certificate of their engineer, which of course clears them. Again, I would ask you what are the duties of an inspector of works? Is it to allow you to go on with your work for one week, and condemn it the next, or check a flaw imme-diately on his seeing it? Now, Sir, to wind up, allow me to inform you there would be no complaints heard of non-payment of wages if a fair figure was given to sub-contractors. As it stands at present I am inclined to think it will be—the longer the worse. — [12, 32, 190, 292]
cheap-body: Printing of every description executed with neatness and despatch at the — [386, 1204, 536, 1224]
connell-body: See Testimonials to be had of T. M. Wilkin-son, Medical Hall. — [736, 588, 914, 608]
